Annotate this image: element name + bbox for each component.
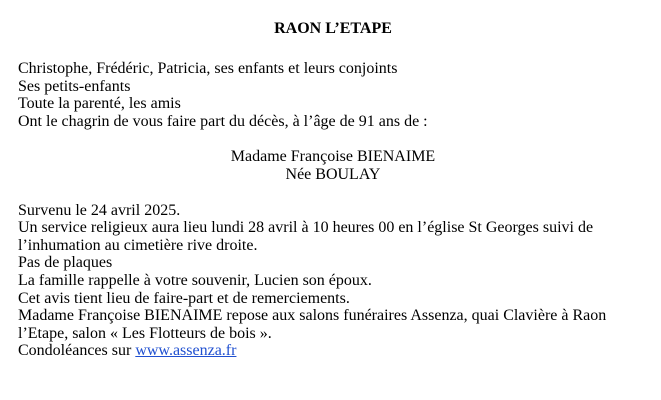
deceased-name: Madame Françoise BIENAIME	[230, 148, 436, 166]
service-info: Un service religieux aura lieu lundi 28 avril à 10 heures 00 en l’église St Georges suivi de l’inhumation au cimetière rive droite.	[18, 219, 594, 254]
family-line-announcement: Ont le chagrin de vous faire part du décès, à l’âge de 91 ans de :	[18, 112, 428, 130]
condolences-link[interactable]: www.assenza.fr	[135, 342, 237, 360]
no-plaques: Pas de plaques	[18, 254, 113, 272]
rest-location: Madame Françoise BIENAIME repose aux salons funéraires Assenza, quai Clavière à Raon l’Etape, salon « Les Flotteurs de bois ».	[18, 307, 607, 342]
memory-line: La famille rappelle à votre souvenir, Lucien son époux.	[18, 271, 372, 289]
spacer	[18, 130, 648, 148]
family-line-grandchildren: Ses petits-enfants	[18, 77, 131, 95]
condolences-line	[18, 342, 648, 360]
details-section	[18, 202, 648, 360]
family-line-relatives: Toute la parenté, les amis	[18, 95, 181, 113]
death-date: Survenu le 24 avril 2025.	[18, 201, 181, 219]
family-line-children: Christophe, Frédéric, Patricia, ses enfants et leurs conjoints	[18, 60, 398, 77]
deceased-maiden-name: Née BOULAY	[285, 165, 381, 183]
document-title: RAON L’ETAPE	[274, 20, 392, 37]
notice-line: Cet avis tient lieu de faire-part et de remerciements.	[18, 289, 350, 307]
spacer	[18, 184, 648, 202]
family-section	[18, 60, 648, 130]
obituary-document	[18, 20, 648, 360]
deceased-section	[18, 148, 648, 183]
condolences-prefix: Condoléances sur	[18, 342, 136, 360]
